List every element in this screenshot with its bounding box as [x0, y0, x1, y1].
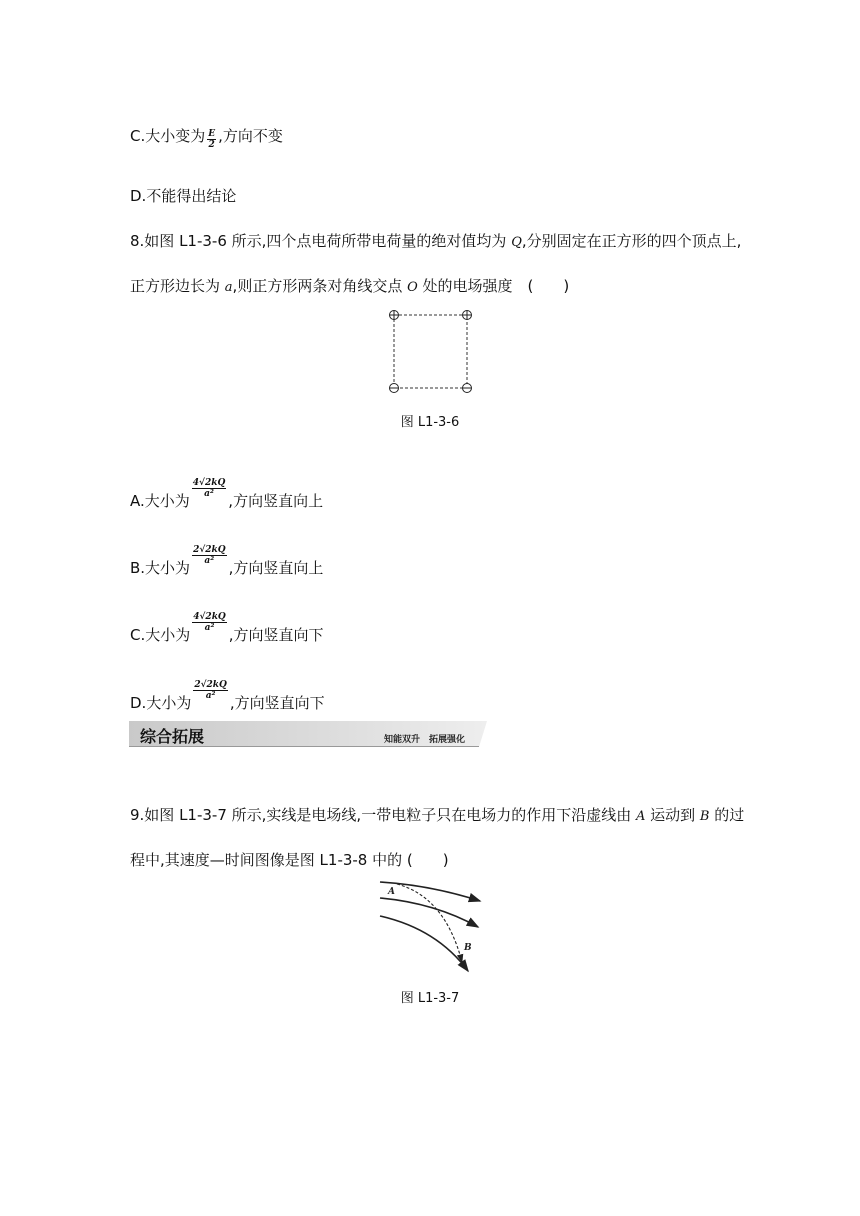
option-c-prev: C.大小变为 $\frac{E}{2}$ ,方向不变: [130, 127, 283, 150]
trajectory-dashed: [397, 884, 462, 962]
q8-option-d: D.大小为 $\frac{2√2kQ}{\text{a²}}$ ,方向竖直向下: [130, 680, 325, 712]
section-banner: [129, 721, 487, 747]
label-b: B: [464, 943, 472, 953]
fraction: $\frac{4√2kQ}{\text{a²}}$: [192, 478, 226, 499]
figure-caption-l1-3-7: 图 L1-3-7: [400, 991, 460, 1006]
q9-line2: 程中,其速度—时间图像是图 L1-3-8 中的 ( ): [130, 851, 449, 869]
charge-top-left: [390, 311, 399, 320]
banner-subtitle: 知能双升 拓展强化: [384, 735, 466, 745]
charge-bottom-left: [390, 384, 399, 393]
figure-caption-l1-3-6: 图 L1-3-6: [400, 415, 460, 430]
field-lines-figure: [375, 877, 487, 975]
fraction: $\frac{2√2kQ}{\text{a²}}$: [194, 680, 227, 701]
fraction: $\frac{2√2kQ}{\text{a²}}$: [193, 545, 226, 566]
q8-option-c: C.大小为 $\frac{4√2kQ}{\text{a²}}$ ,方向竖直向下: [130, 612, 324, 644]
q8-line2: 正方形边长为 a,则正方形两条对角线交点 O 处的电场强度 ( ): [130, 277, 570, 295]
square-outline: [394, 315, 467, 388]
charge-bottom-right: [463, 384, 472, 393]
square-charge-figure: [385, 306, 477, 398]
q8-option-b: B.大小为 $\frac{2√2kQ}{\text{a²}}$ ,方向竖直向上: [130, 545, 324, 577]
banner-title: 综合拓展: [140, 727, 205, 746]
q9-line1: 9.如图 L1-3-7 所示,实线是电场线,一带电粒子只在电场力的作用下沿虚线由 A 运动到 B 的过: [130, 806, 745, 824]
fraction: $\frac{E}{2}$: [208, 129, 216, 150]
field-line-1: [380, 882, 480, 901]
field-line-3: [380, 916, 468, 971]
option-d-prev: D.不能得出结论: [130, 187, 237, 205]
charge-top-right: [463, 311, 472, 320]
label-a: A: [388, 887, 395, 897]
q8-line1: 8.如图 L1-3-6 所示,四个点电荷所带电荷量的绝对值均为 Q,分别固定在正方形的四个顶点上,: [130, 232, 742, 250]
q8-option-a: A.大小为 $\frac{4√2kQ}{\text{a²}}$ ,方向竖直向上: [130, 478, 324, 510]
field-line-2: [380, 898, 478, 927]
fraction: $\frac{4√2kQ}{\text{a²}}$: [193, 612, 226, 633]
